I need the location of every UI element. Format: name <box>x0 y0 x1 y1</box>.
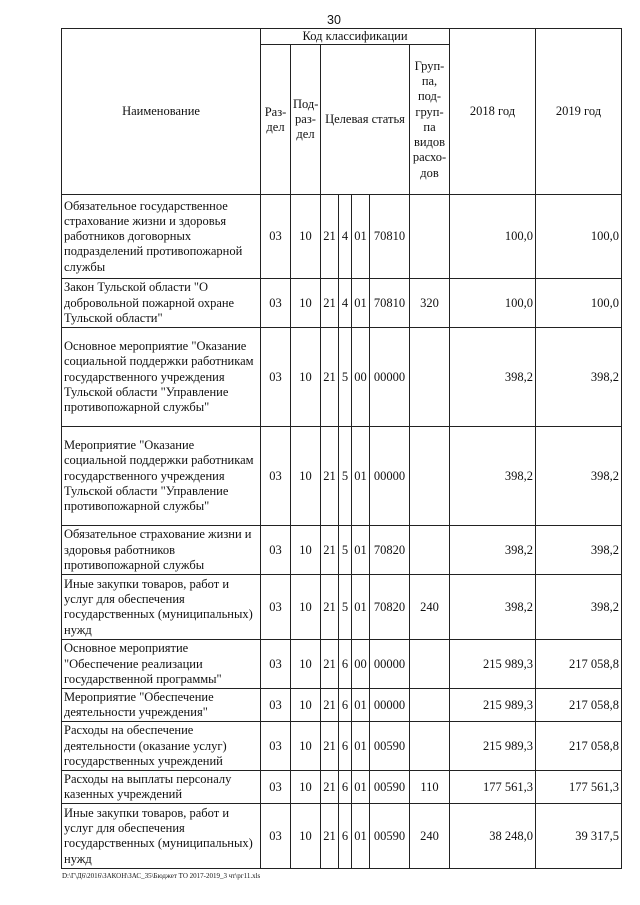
row-name: Мероприятие "Обеспечение деятельности учреждения" <box>62 689 261 722</box>
header-subsection: Под- раз- дел <box>291 45 321 195</box>
table-row <box>62 722 622 771</box>
header-section: Раз- дел <box>261 45 291 195</box>
budget-table <box>61 28 622 869</box>
row-target-subprogram: 5 <box>339 427 352 526</box>
row-target-subprogram: 4 <box>339 279 352 328</box>
row-target-program: 21 <box>321 575 339 640</box>
row-target-program: 21 <box>321 526 339 575</box>
row-target-direction: 00590 <box>370 771 410 804</box>
row-target-program: 21 <box>321 279 339 328</box>
row-amount-2019: 398,2 <box>536 427 622 526</box>
row-target-direction: 00000 <box>370 328 410 427</box>
row-expense-group <box>410 689 450 722</box>
row-amount-2018: 100,0 <box>450 195 536 279</box>
row-section: 03 <box>261 328 291 427</box>
row-target-subprogram: 6 <box>339 689 352 722</box>
row-target-event: 01 <box>352 689 370 722</box>
row-target-program: 21 <box>321 804 339 869</box>
row-target-direction: 00000 <box>370 689 410 722</box>
row-target-subprogram: 5 <box>339 526 352 575</box>
table-row <box>62 195 622 279</box>
row-amount-2019: 39 317,5 <box>536 804 622 869</box>
row-target-program: 21 <box>321 328 339 427</box>
file-path-footer: D:\Г\Д6\2016\ЗАКОН\ЗАС_35\Бюджет ТО 2017-2019_3 чт\рг11.xls <box>62 872 261 880</box>
row-target-event: 00 <box>352 328 370 427</box>
row-amount-2019: 100,0 <box>536 279 622 328</box>
table-row <box>62 328 622 427</box>
row-amount-2018: 398,2 <box>450 526 536 575</box>
table-row <box>62 279 622 328</box>
row-target-event: 01 <box>352 427 370 526</box>
row-section: 03 <box>261 427 291 526</box>
row-target-direction: 00590 <box>370 722 410 771</box>
header-target-article: Целевая статья <box>321 45 410 195</box>
row-subsection: 10 <box>291 804 321 869</box>
row-target-event: 01 <box>352 575 370 640</box>
row-subsection: 10 <box>291 575 321 640</box>
header-classification: Код классификации <box>261 29 450 45</box>
row-target-direction: 00590 <box>370 804 410 869</box>
row-subsection: 10 <box>291 771 321 804</box>
row-expense-group: 240 <box>410 575 450 640</box>
row-name: Иные закупки товаров, работ и услуг для обеспечения государственных (муниципальных) нужд <box>62 804 261 869</box>
row-amount-2019: 398,2 <box>536 575 622 640</box>
row-target-subprogram: 4 <box>339 195 352 279</box>
header-year-2019: 2019 год <box>536 29 622 195</box>
row-subsection: 10 <box>291 195 321 279</box>
row-target-program: 21 <box>321 640 339 689</box>
row-expense-group <box>410 328 450 427</box>
row-target-event: 01 <box>352 279 370 328</box>
row-subsection: 10 <box>291 640 321 689</box>
row-target-program: 21 <box>321 771 339 804</box>
row-target-program: 21 <box>321 722 339 771</box>
row-amount-2018: 398,2 <box>450 328 536 427</box>
row-section: 03 <box>261 526 291 575</box>
row-amount-2018: 215 989,3 <box>450 640 536 689</box>
table-row <box>62 640 622 689</box>
row-target-event: 01 <box>352 771 370 804</box>
row-subsection: 10 <box>291 328 321 427</box>
row-subsection: 10 <box>291 722 321 771</box>
table-row <box>62 689 622 722</box>
header-name: Наименование <box>62 29 261 195</box>
row-subsection: 10 <box>291 279 321 328</box>
header-row-top <box>62 29 622 45</box>
row-target-direction: 70810 <box>370 279 410 328</box>
row-target-event: 01 <box>352 722 370 771</box>
table-row <box>62 575 622 640</box>
row-target-subprogram: 6 <box>339 804 352 869</box>
row-target-subprogram: 5 <box>339 575 352 640</box>
row-amount-2019: 398,2 <box>536 526 622 575</box>
row-name: Основное мероприятие "Оказание социальной поддержки работникам государственного учреждения Тульской области "Управление противопожарной службы" <box>62 328 261 427</box>
row-target-program: 21 <box>321 427 339 526</box>
row-target-direction: 00000 <box>370 427 410 526</box>
row-amount-2019: 100,0 <box>536 195 622 279</box>
row-section: 03 <box>261 804 291 869</box>
row-section: 03 <box>261 722 291 771</box>
row-name: Расходы на обеспечение деятельности (оказание услуг) государственных учреждений <box>62 722 261 771</box>
row-expense-group <box>410 195 450 279</box>
row-target-subprogram: 6 <box>339 640 352 689</box>
row-amount-2018: 100,0 <box>450 279 536 328</box>
row-target-subprogram: 6 <box>339 722 352 771</box>
table-row <box>62 771 622 804</box>
row-target-subprogram: 6 <box>339 771 352 804</box>
row-expense-group <box>410 722 450 771</box>
row-subsection: 10 <box>291 526 321 575</box>
row-section: 03 <box>261 279 291 328</box>
row-target-event: 01 <box>352 526 370 575</box>
row-subsection: 10 <box>291 427 321 526</box>
row-name: Закон Тульской области "О добровольной пожарной охране Тульской области" <box>62 279 261 328</box>
header-year-2018: 2018 год <box>450 29 536 195</box>
row-name: Основное мероприятие "Обеспечение реализации государственной программы" <box>62 640 261 689</box>
row-expense-group: 240 <box>410 804 450 869</box>
row-amount-2018: 215 989,3 <box>450 689 536 722</box>
row-subsection: 10 <box>291 689 321 722</box>
row-amount-2018: 215 989,3 <box>450 722 536 771</box>
row-name: Иные закупки товаров, работ и услуг для обеспечения государственных (муниципальных) нужд <box>62 575 261 640</box>
row-amount-2019: 177 561,3 <box>536 771 622 804</box>
row-amount-2018: 398,2 <box>450 427 536 526</box>
row-expense-group <box>410 526 450 575</box>
row-target-program: 21 <box>321 195 339 279</box>
row-amount-2019: 217 058,8 <box>536 689 622 722</box>
row-target-direction: 00000 <box>370 640 410 689</box>
row-target-direction: 70820 <box>370 575 410 640</box>
row-name: Обязательное государственное страхование жизни и здоровья работников договорных подразделений противопожарной службы <box>62 195 261 279</box>
row-section: 03 <box>261 640 291 689</box>
row-section: 03 <box>261 771 291 804</box>
row-amount-2019: 217 058,8 <box>536 640 622 689</box>
row-section: 03 <box>261 689 291 722</box>
row-amount-2018: 177 561,3 <box>450 771 536 804</box>
row-amount-2018: 398,2 <box>450 575 536 640</box>
row-target-event: 01 <box>352 195 370 279</box>
table-row <box>62 427 622 526</box>
row-section: 03 <box>261 195 291 279</box>
row-name: Обязательное страхование жизни и здоровья работников противопожарной службы <box>62 526 261 575</box>
row-amount-2019: 398,2 <box>536 328 622 427</box>
row-target-program: 21 <box>321 689 339 722</box>
row-target-event: 00 <box>352 640 370 689</box>
row-name: Расходы на выплаты персоналу казенных учреждений <box>62 771 261 804</box>
row-target-subprogram: 5 <box>339 328 352 427</box>
header-expense-group: Груп- па, под- груп- па видов расхо- дов <box>410 45 450 195</box>
row-name: Мероприятие "Оказание социальной поддержки работникам государственного учреждения Тульской области "Управление противопожарной службы" <box>62 427 261 526</box>
row-expense-group <box>410 427 450 526</box>
table-row <box>62 526 622 575</box>
row-expense-group: 320 <box>410 279 450 328</box>
row-target-direction: 70810 <box>370 195 410 279</box>
row-section: 03 <box>261 575 291 640</box>
row-amount-2018: 38 248,0 <box>450 804 536 869</box>
row-amount-2019: 217 058,8 <box>536 722 622 771</box>
row-expense-group <box>410 640 450 689</box>
row-target-event: 01 <box>352 804 370 869</box>
row-target-direction: 70820 <box>370 526 410 575</box>
page-number: 30 <box>327 13 341 27</box>
table-row <box>62 804 622 869</box>
row-expense-group: 110 <box>410 771 450 804</box>
